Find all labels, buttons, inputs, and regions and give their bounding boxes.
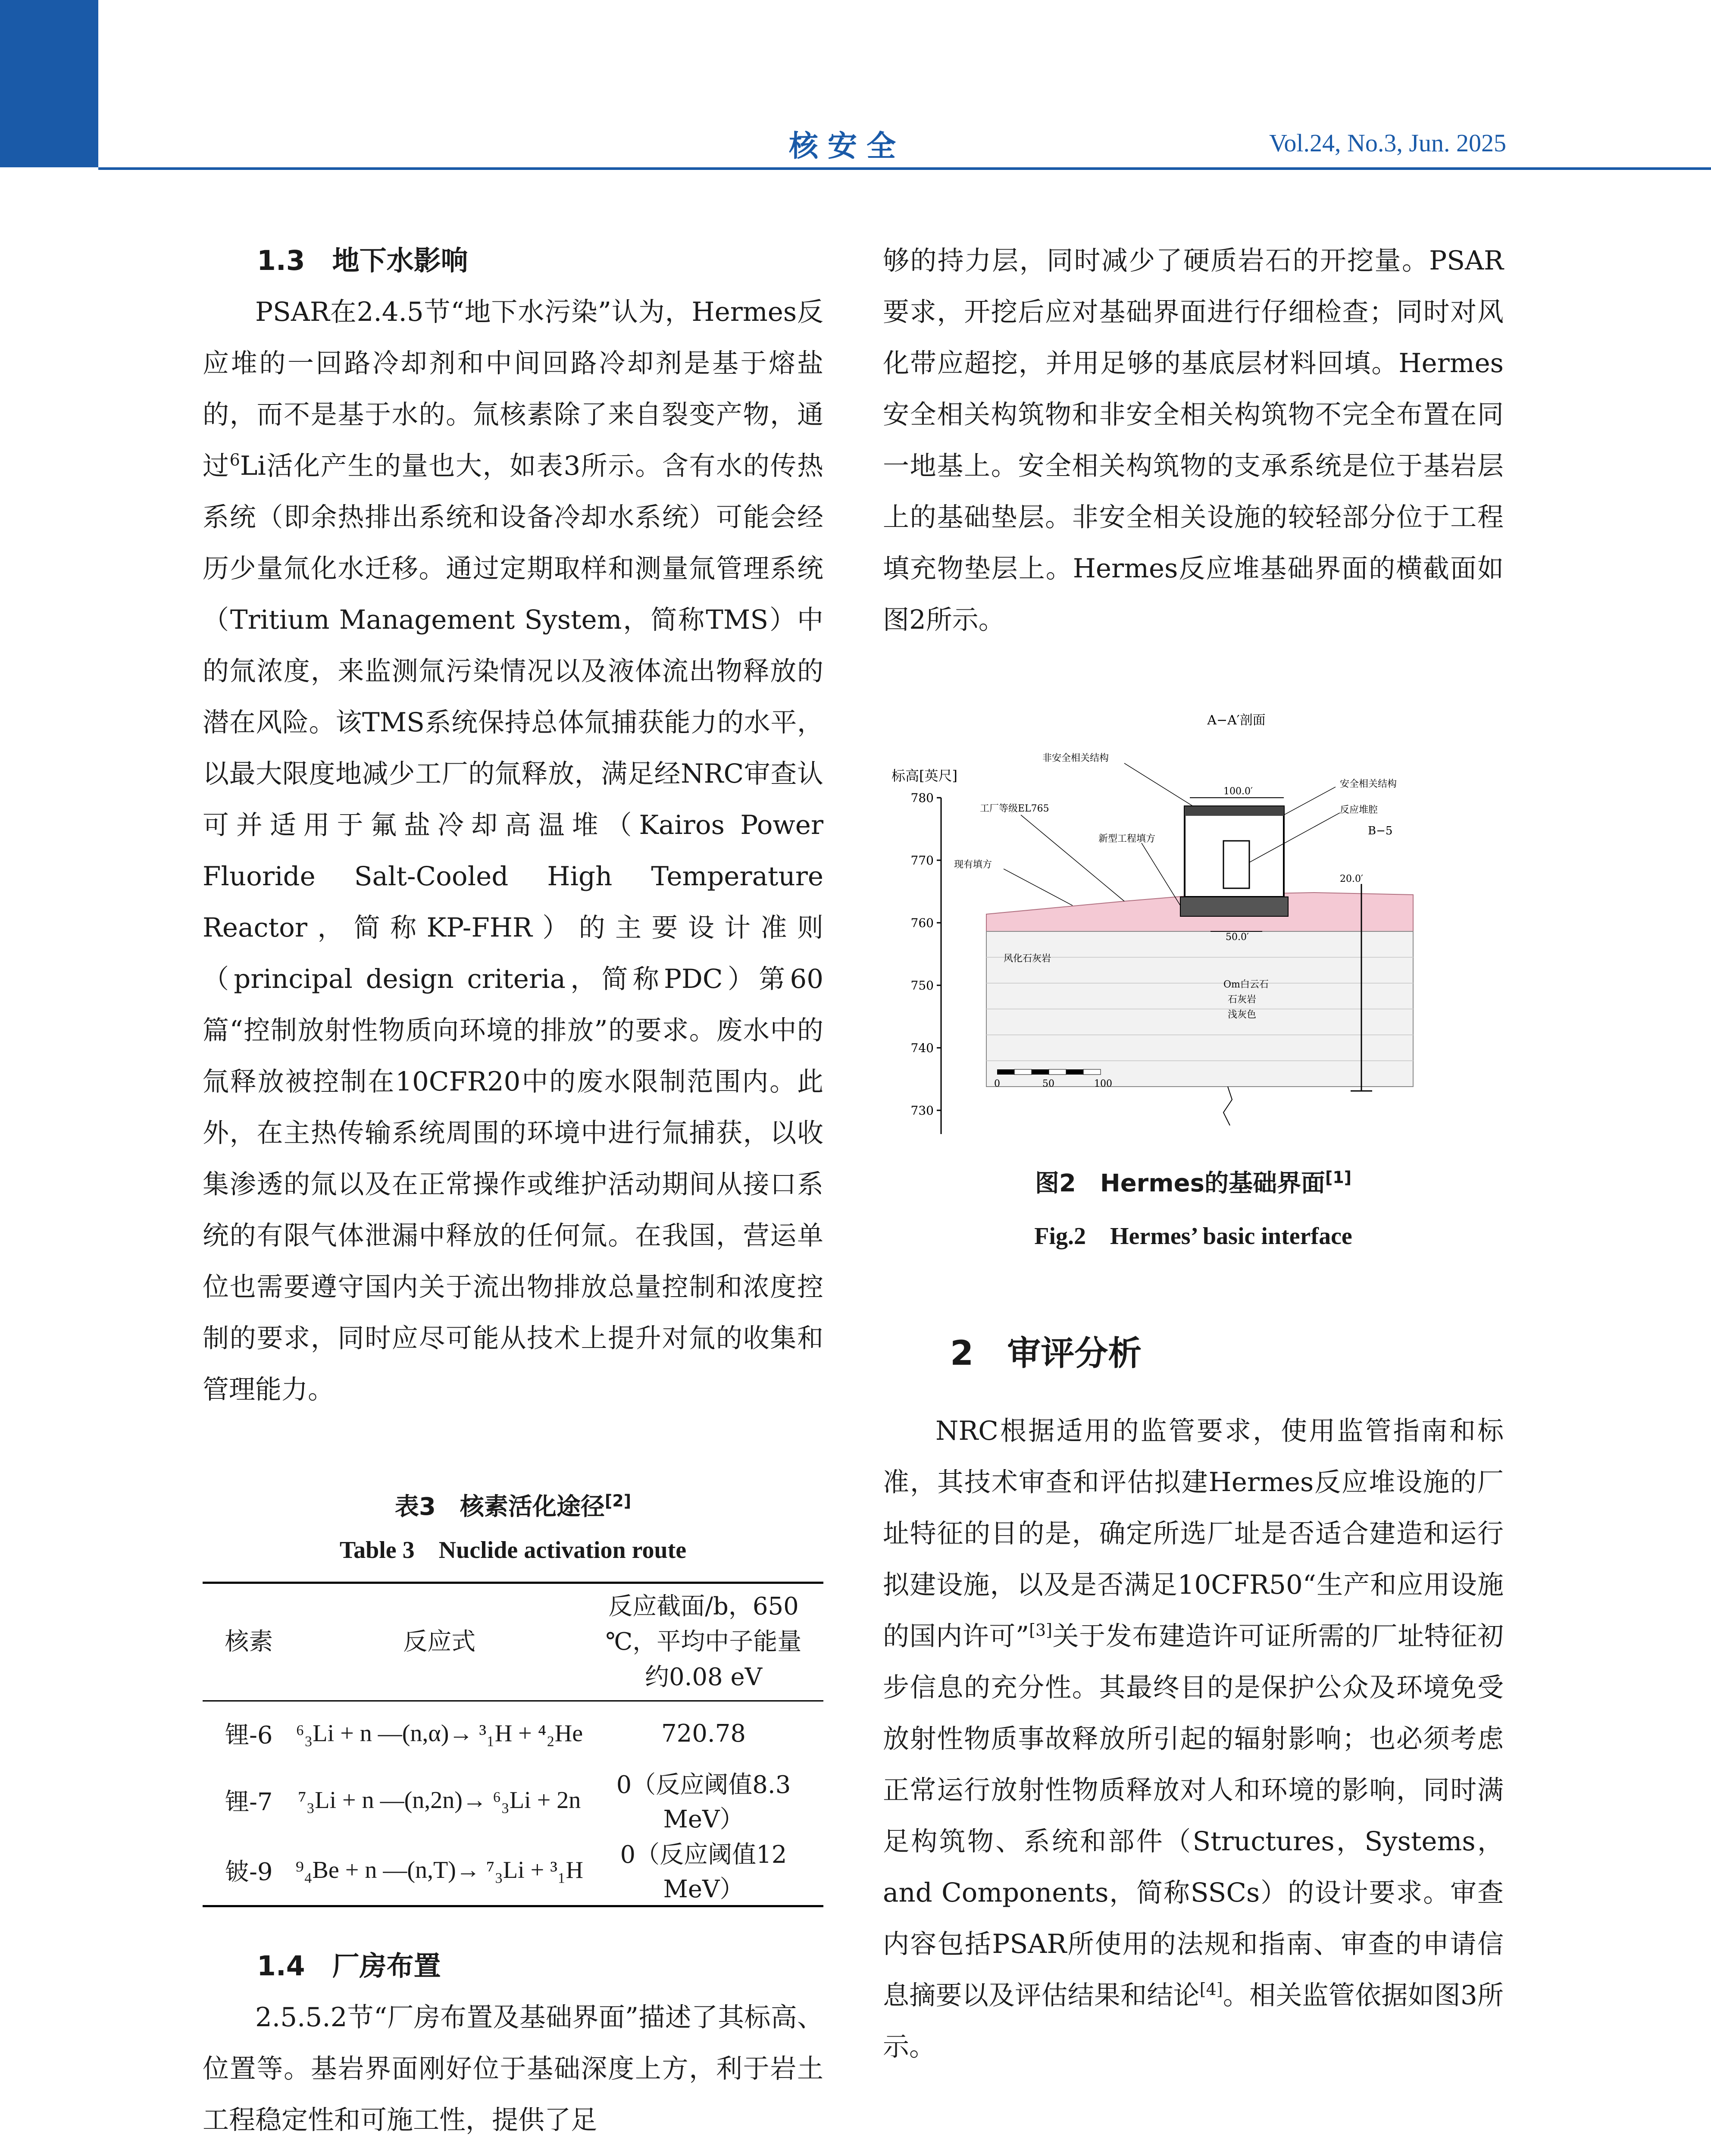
label-dolomite-1: Om白云石 xyxy=(1223,979,1269,990)
label-plant-grade: 工厂等级EL765 xyxy=(980,803,1049,814)
reactor-pit xyxy=(1223,841,1249,888)
nuclide-cell: 锂-6 xyxy=(225,1721,273,1749)
table-row xyxy=(203,1701,823,1766)
reaction-cell: ⁷₃Li + n —(n,2n)→ ⁶₃Li + 2n xyxy=(298,1787,581,1814)
table-3 xyxy=(203,1488,823,1907)
label-dim-100: 100.0′ xyxy=(1223,786,1253,797)
nuclide-cell: 铍-9 xyxy=(225,1858,273,1886)
section-2-heading: 2 审评分析 xyxy=(950,1334,1142,1373)
label-borehole: B−5 xyxy=(1368,824,1393,837)
svg-text:100: 100 xyxy=(1094,1078,1112,1089)
left-column xyxy=(203,235,823,1415)
section-1-4-heading: 1.4 厂房布置 xyxy=(257,1950,441,1982)
ytick-label: 750 xyxy=(910,978,934,993)
svg-text:0: 0 xyxy=(994,1078,1000,1089)
figure-caption-cn: 图2 Hermes的基础界面[1] xyxy=(1035,1168,1352,1197)
label-weathered: 风化石灰岩 xyxy=(1004,953,1051,964)
label-safety: 安全相关结构 xyxy=(1340,779,1397,790)
label-existing-fill: 现有填方 xyxy=(954,859,992,870)
fig-ylabel: 标高[英尺] xyxy=(891,768,957,784)
ytick-label: 760 xyxy=(910,916,934,930)
section-1-4-paragraph: 2.5.5.2节“厂房布置及基础界面”描述了其标高、位置等。基岩界面刚好位于基础深度上方，利于岩土工程稳定性和可施工性，提供了足 xyxy=(203,2002,823,2135)
label-dim-20: 20.0′ xyxy=(1340,874,1363,884)
activation-table xyxy=(203,1582,823,1907)
cross-section-cell: 0（反应阈值12 MeV） xyxy=(620,1841,787,1903)
label-reactor-pit: 反应堆腔 xyxy=(1340,805,1378,815)
label-dim-50: 50.0′ xyxy=(1226,932,1249,943)
cross-section-cell: 0（反应阈值8.3 MeV） xyxy=(616,1771,791,1833)
section-2-paragraph: NRC根据适用的监管要求，使用监管指南和标准，其技术审查和评估拟建Hermes反应堆设施的厂址特征的目的是，确定所选厂址是否适合建造和运行拟建设施，以及是否满足10CFR50“生产和应用设施的国内许可”[3]关于发布建造许可证所需的厂址特征初步信息的充分性。其最终目的是保护公众及环境免受放射性物质事故释放所引起的辐射影响；也必须考虑正常运行放射性物质释放对人和环境的影响，同时满足构筑物、系统和部件（Structures，Systems，and Components，简称SSCs）的设计要求。审查内容包括PSAR所使用的法规和指南、审查的申请信息摘要以及评估结果和结论[4]。相关监管依据如图3所示。 xyxy=(883,1416,1504,2062)
section-1-3-heading: 1.3 地下水影响 xyxy=(257,245,468,276)
table-caption-cn: 表3 核素活化途径[2] xyxy=(394,1491,632,1521)
left-column-lower xyxy=(203,1940,823,2146)
fig-section-title: A−A′剖面 xyxy=(1207,713,1266,728)
figure-2-cross-section xyxy=(883,699,1504,1190)
table-row xyxy=(203,1835,823,1906)
li-mass-number: 6 xyxy=(229,450,240,470)
label-new-fill: 新型工程填方 xyxy=(1098,834,1156,844)
nuclide-cell: 锂-7 xyxy=(225,1788,273,1816)
ytick-label: 780 xyxy=(910,791,934,805)
table-row xyxy=(203,1765,823,1835)
table-caption-en: Table 3 Nuclide activation route xyxy=(339,1537,687,1564)
header-rule xyxy=(98,167,1711,170)
svg-text:50: 50 xyxy=(1042,1078,1054,1089)
section-1-3-paragraph: PSAR在2.4.5节“地下水污染”认为，Hermes反应堆的一回路冷却剂和中间回路冷却剂是基于熔盐的，而不是基于水的。氚核素除了来自裂变产物，通过$^6$Li活化产生的量也大，如表3所示。含有水的传热系统（即余热排出系统和设备冷却水系统）可能会经历少量氚化水迁移。通过定期取样和测量氚管理系统（Tritium Management System，简称TMS）中的氚浓度，来监测氚污染情况以及液体流出物释放的潜在风险。该TMS系统保持总体氚捕获能力的水平，以最大限度地减少工厂的氚释放，满足经NRC审查认可并适用于氟盐冷却高温堆（Kairos Power Fluoride Salt-Cooled High Temperature Reactor，简称KP-FHR）的主要设计准则（principal design criteria，简称PDC）第60篇“控制放射性物质向环境的排放”的要求。废水中的氚释放被控制在10CFR20中的废水限制范围内。此外，在主热传输系统周围的环境中进行氚捕获，以收集渗透的氚以及在正常操作或维护活动期间从接口系统的有限气体泄漏中释放的任何氚。在我国，营运单位也需要遵守国内关于流出物排放总量控制和浓度控制的要求，同时应尽可能从技术上提升对氚的收集和管理能力。 xyxy=(203,297,823,1405)
volume-info: Vol.24, No.3, Jun. 2025 xyxy=(1269,129,1506,157)
journal-title: 核安全 xyxy=(789,129,906,163)
header-accent-bar xyxy=(0,0,98,167)
continued-paragraph: 够的持力层，同时减少了硬质岩石的开挖量。PSAR要求，开挖后应对基础界面进行仔细检查；同时对风化带应超挖，并用足够的基底层材料回填。Hermes安全相关构筑物和非安全相关构筑物不完全布置在同一地基上。安全相关构筑物的支承系统是位于基岩层上的基础垫层。非安全相关设施的较轻部分位于工程填充物垫层上。Hermes反应堆基础界面的横截面如图2所示。 xyxy=(883,245,1504,635)
ytick-label: 770 xyxy=(910,853,934,868)
ytick-label: 740 xyxy=(910,1041,934,1055)
reaction-cell: ⁹₄Be + n —(n,T)→ ⁷₃Li + ³₁H xyxy=(295,1857,583,1883)
ytick-label: 730 xyxy=(910,1103,934,1118)
label-dolomite-3: 浅灰色 xyxy=(1228,1009,1257,1020)
right-column-lower xyxy=(883,1328,1504,2072)
col-header-nuclide: 核素 xyxy=(225,1628,273,1656)
right-column xyxy=(883,235,1504,646)
col-header-cross-section: 反应截面/b，650 ℃，平均中子能量约0.08 eV xyxy=(605,1592,802,1691)
figure-caption-en: Fig.2 Hermes’ basic interface xyxy=(1034,1223,1352,1250)
foundation-mat xyxy=(1180,897,1288,916)
building-roof xyxy=(1185,806,1284,816)
cross-section-cell: 720.78 xyxy=(661,1719,746,1748)
reaction-cell: ⁶₃Li + n —(n,α)→ ³₁H + ⁴₂He xyxy=(296,1720,583,1747)
label-non-safety: 非安全相关结构 xyxy=(1042,753,1109,764)
label-dolomite-2: 石灰岩 xyxy=(1228,994,1257,1005)
col-header-reaction: 反应式 xyxy=(403,1628,476,1656)
